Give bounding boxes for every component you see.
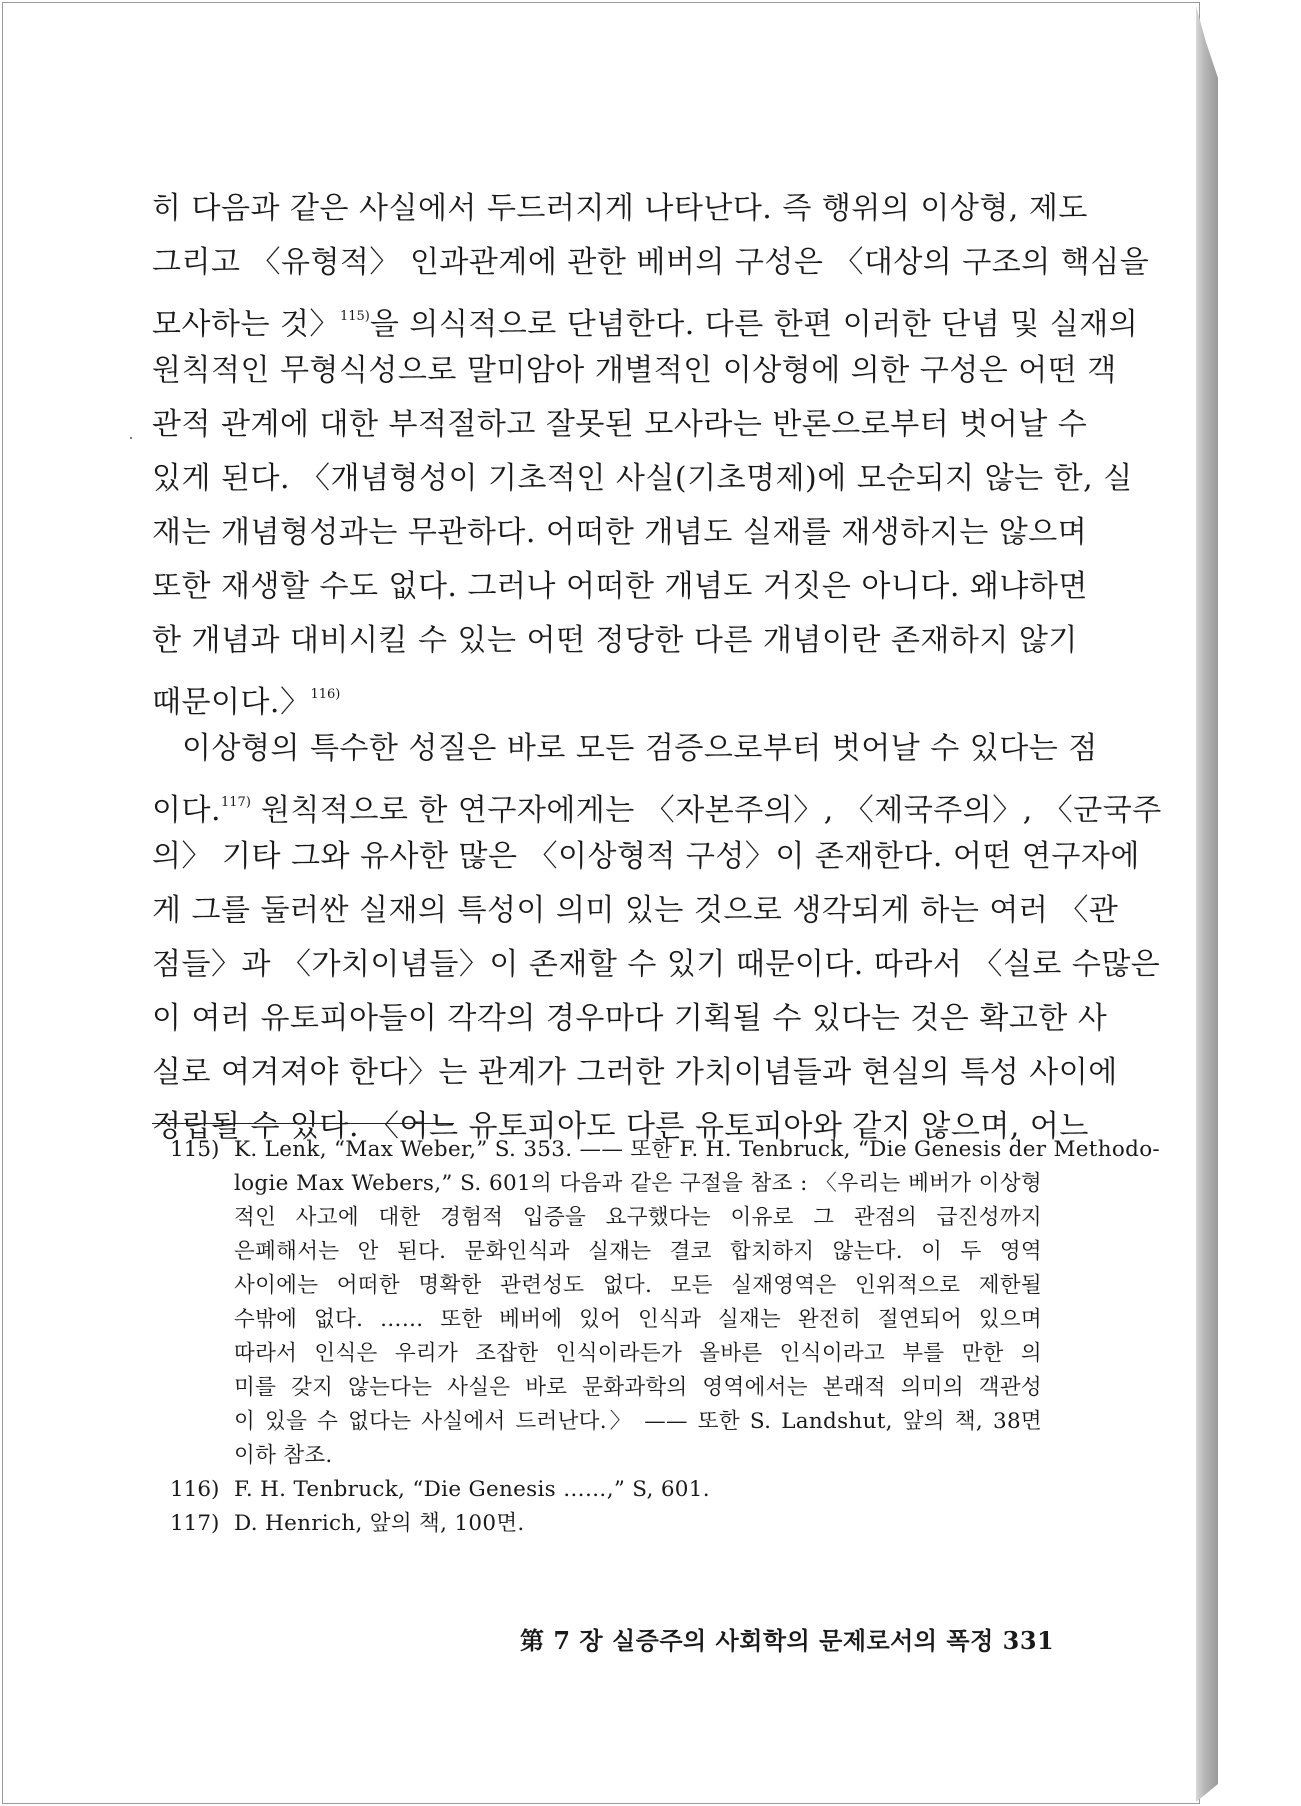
- footnote-line: 수밖에 없다. …… 또한 베버에 있어 인식과 실재는 완전히 절연되어 있으며: [234, 1307, 1042, 1332]
- text-line: 점들〉과 〈가치이념들〉이 존재할 수 있기 때문이다. 따라서 〈실로 수많은: [152, 947, 1161, 982]
- footnote-body: [234, 1507, 1042, 1541]
- footnote-body: [234, 1133, 1161, 1473]
- text-line: 있게 된다. 〈개념형성이 기초적인 사실(기초명제)에 모순되지 않는 한, 실: [152, 461, 1133, 496]
- footnote-number: 115): [170, 1137, 220, 1162]
- text-segment: 원칙적으로 한 연구자에게는 〈자본주의〉, 〈제국주의〉, 〈군국주: [260, 793, 1162, 828]
- text-line: 관적 관계에 대한 부적절하고 잘못된 모사라는 반론으로부터 벗어날 수: [152, 407, 1088, 442]
- text-line: 원칙적인 무형식성으로 말미암아 개별적인 이상형에 의한 구성은 어떤 객: [152, 353, 1117, 388]
- footnote-line: 따라서 인식은 우리가 조잡한 인식이라든가 올바른 인식이라고 부를 만한 의: [234, 1341, 1042, 1366]
- text-segment: 때문이다.〉: [152, 685, 311, 720]
- text-line: 실로 여겨져야 한다〉는 관계가 그러한 가치이념들과 현실의 특성 사이에: [152, 1055, 1118, 1090]
- footnote-ref-117[interactable]: 117): [221, 795, 251, 810]
- text-line: 한 개념과 대비시킬 수 있는 어떤 정당한 다른 개념이란 존재하지 않기: [152, 623, 1078, 658]
- footnote-116: [170, 1473, 1042, 1507]
- text-line: 의〉 기타 그와 유사한 많은 〈이상형적 구성〉이 존재한다. 어떤 연구자에: [152, 839, 1140, 874]
- footnote-line: 사이에는 어떠한 명확한 관련성도 없다. 모든 실재영역은 인위적으로 제한될: [234, 1273, 1042, 1298]
- footnote-number: 116): [170, 1477, 220, 1502]
- footnote-line: D. Henrich, 앞의 책, 100면.: [234, 1511, 525, 1536]
- footnote-ref-116[interactable]: 116): [310, 687, 341, 702]
- text-line: 정립될 수 있다. 〈어느 유토피아도 다른 유토피아와 같지 않으며, 어느: [152, 1109, 1089, 1144]
- footnote-separator: [152, 1123, 454, 1125]
- text-line: 이상형의 특수한 성질은 바로 모든 검증으로부터 벗어날 수 있다는 점: [182, 731, 1098, 766]
- text-line: 게 그를 둘러싼 실재의 특성이 의미 있는 것으로 생각되게 하는 여러 〈관: [152, 893, 1119, 928]
- footnote-line: 이하 참조.: [234, 1443, 333, 1468]
- footnote-number: 117): [170, 1511, 220, 1536]
- text-segment: 을 의식적으로 단념한다. 다른 한편 이러한 단념 및 실재의: [369, 307, 1139, 342]
- footnote-line: 적인 사고에 대한 경험적 입증을 요구했다는 이유로 그 관점의 급진성까지: [234, 1205, 1042, 1230]
- footnote-line: 이 있을 수 없다는 사실에서 드러난다.〉 —— 또한 S. Landshut, 앞의 책, 38면: [234, 1409, 1042, 1434]
- footnote-line: 은폐해서는 안 된다. 문화인식과 실재는 결코 합치하지 않는다. 이 두 영역: [234, 1239, 1042, 1264]
- scan-speck: [130, 437, 132, 439]
- text-line: [152, 668, 1042, 722]
- footnote-line: F. H. Tenbruck, “Die Genesis ……,” S, 601.: [234, 1477, 710, 1502]
- footnote-line: K. Lenk, “Max Weber,” S. 353. —— 또한 F. H. Tenbruck, “Die Genesis der Methodo-: [234, 1137, 1161, 1162]
- text-line: 그리고 〈유형적〉 인과관계에 관한 베버의 구성은 〈대상의 구조의 핵심을: [152, 245, 1150, 280]
- footnote-ref-115[interactable]: 115): [339, 309, 370, 324]
- text-segment: 모사하는 것〉: [152, 307, 340, 342]
- running-footer: 第 7 장 실증주의 사회학의 문제로서의 폭정 331: [520, 1626, 1055, 1655]
- footnote-115: [170, 1133, 1161, 1473]
- footnote-body: [234, 1473, 1042, 1507]
- footnote-line: logie Max Webers,” S. 601의 다음과 같은 구절을 참조 : 〈우리는 베버가 이상형: [234, 1171, 1042, 1196]
- text-line: 히 다음과 같은 사실에서 두드러지게 나타난다. 즉 행위의 이상형, 제도: [152, 191, 1088, 226]
- main-text: [152, 182, 1162, 1154]
- text-line: 재는 개념형성과는 무관하다. 어떠한 개념도 실재를 재생하지는 않으며: [152, 515, 1088, 550]
- text-segment: 이다.: [152, 793, 221, 828]
- page-edge-shadow: [1196, 6, 1218, 1802]
- text-line: [152, 776, 1162, 830]
- footnote-line: 미를 갖지 않는다는 사실은 바로 문화과학의 영역에서는 본래적 의미의 객관성: [234, 1375, 1042, 1400]
- text-line: [152, 290, 1139, 344]
- text-line: 또한 재생할 수도 없다. 그러나 어떠한 개념도 거짓은 아니다. 왜냐하면: [152, 569, 1088, 604]
- footnote-117: [170, 1507, 1042, 1541]
- text-line: 이 여러 유토피아들이 각각의 경우마다 기획될 수 있다는 것은 확고한 사: [152, 1001, 1108, 1036]
- footnotes: [170, 1133, 1161, 1541]
